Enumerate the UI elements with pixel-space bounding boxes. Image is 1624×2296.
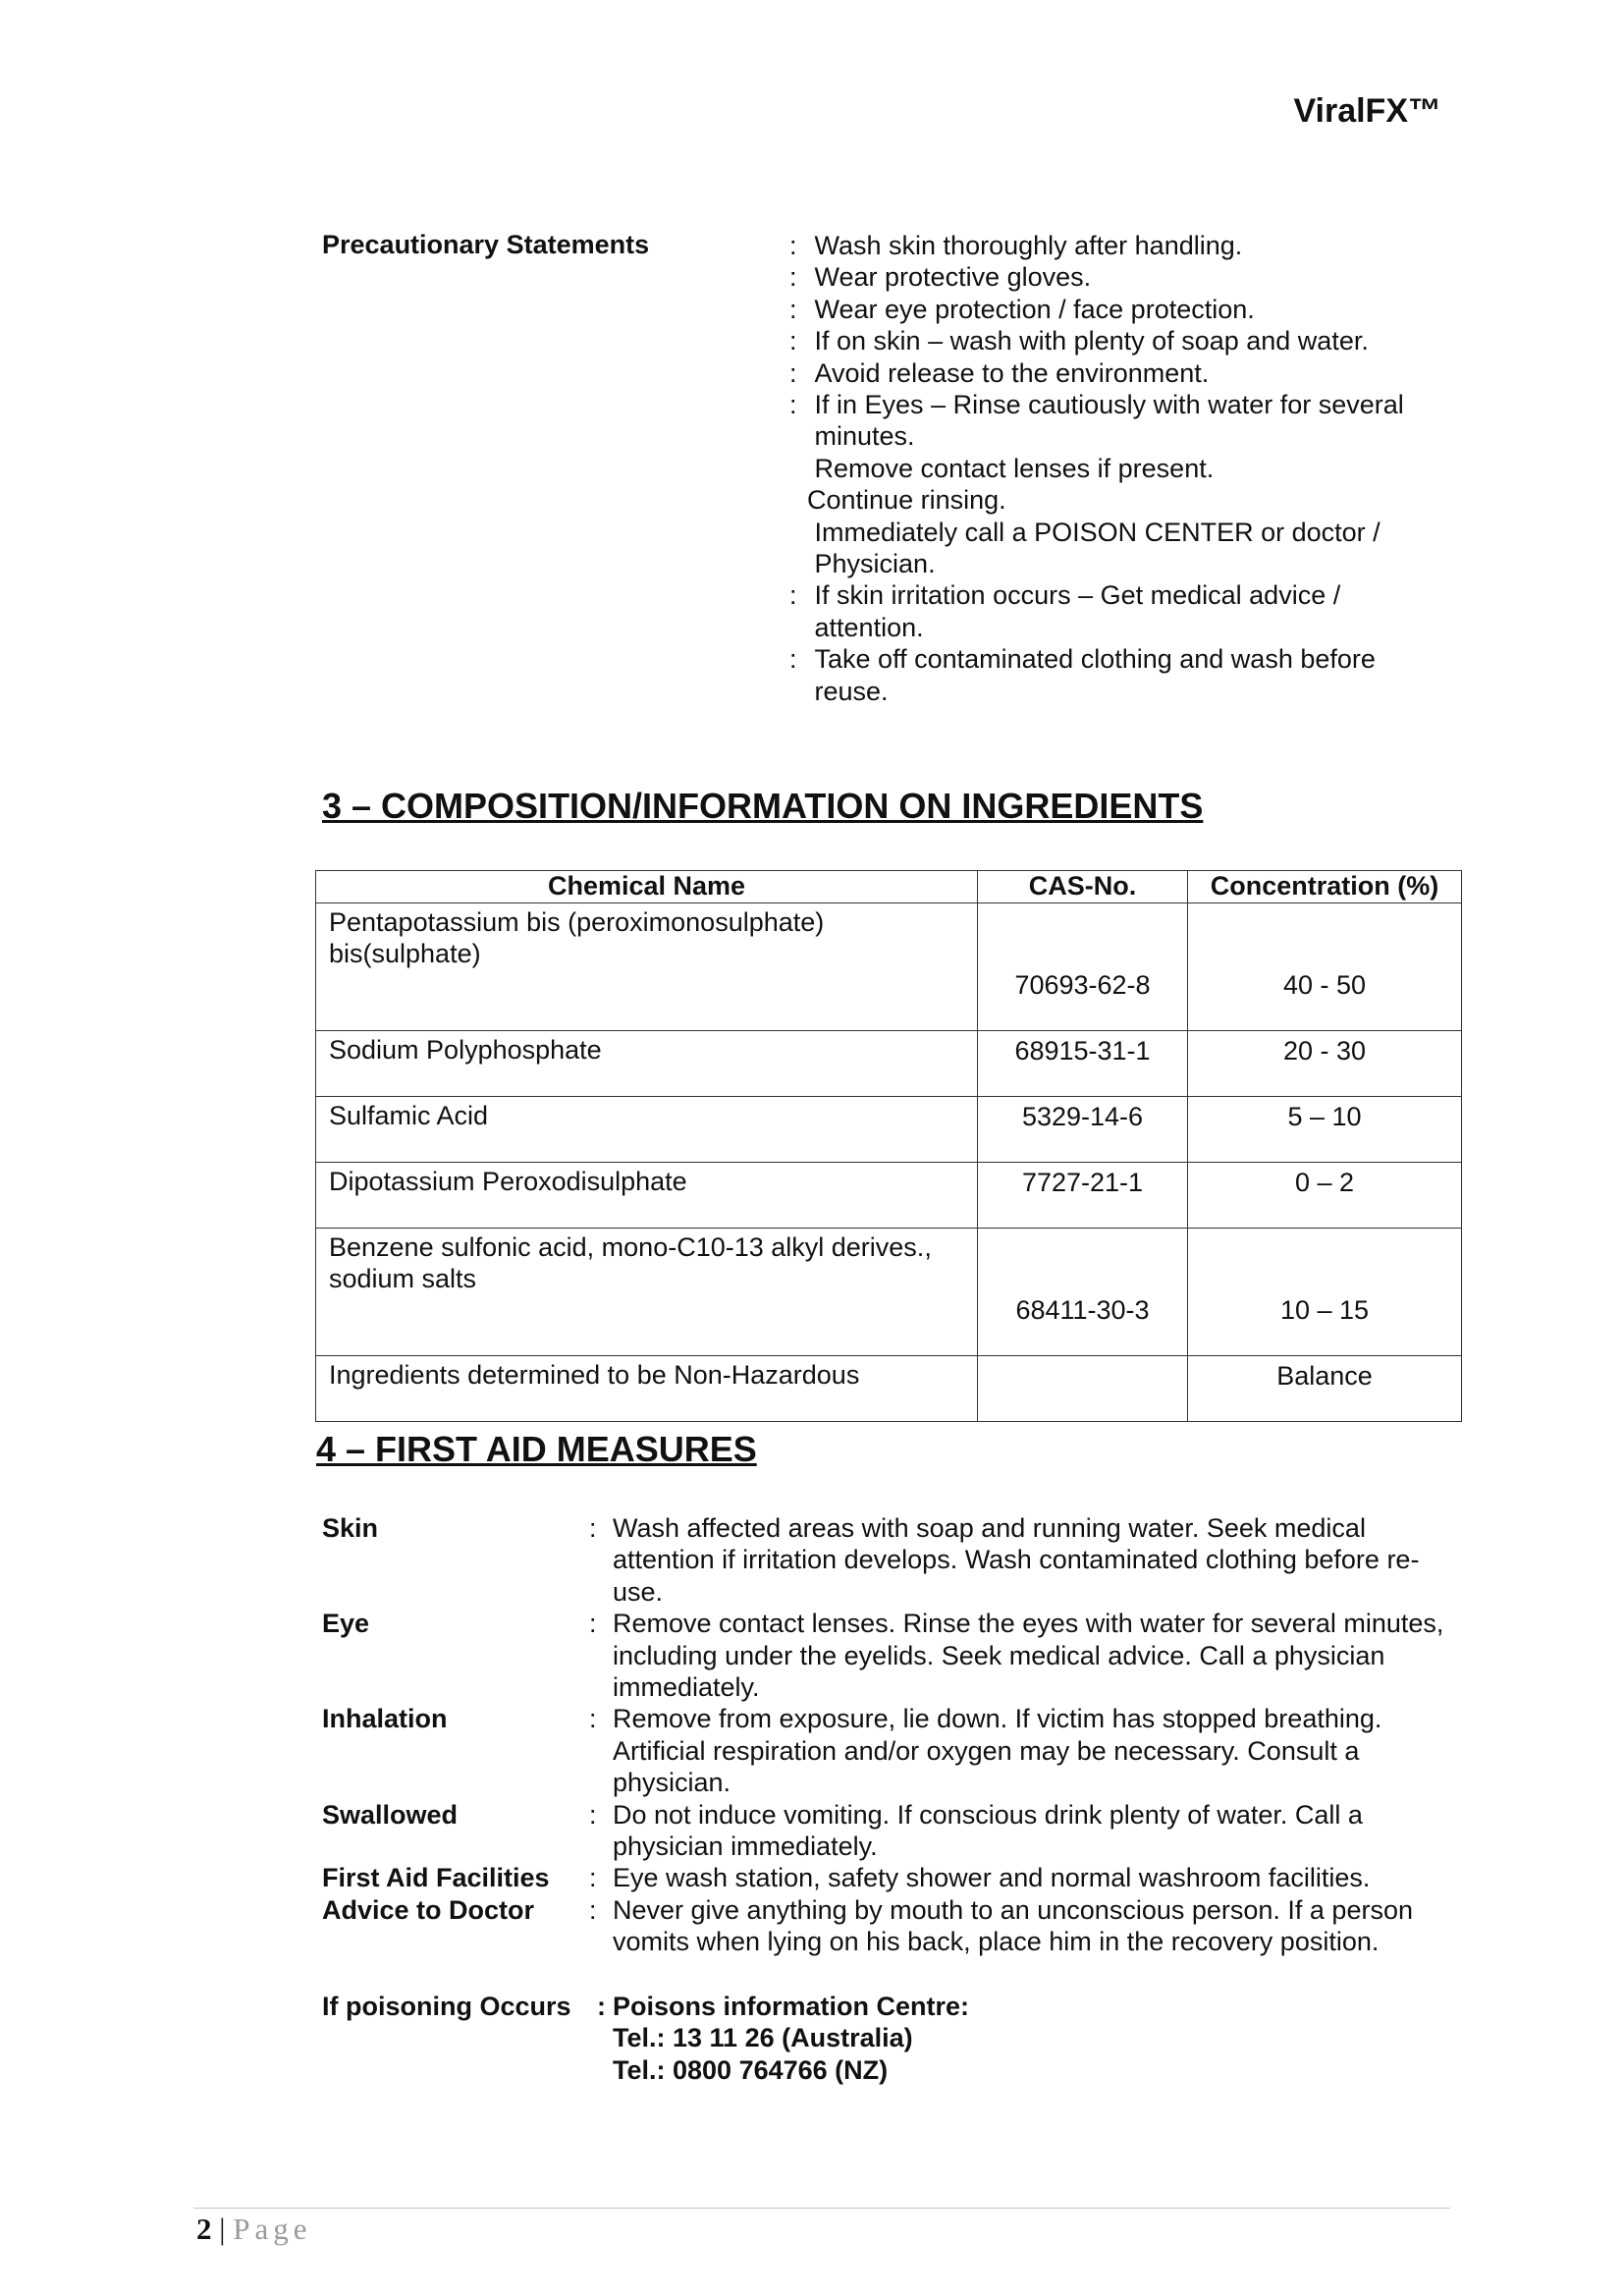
cas-cell: 70693-62-8 xyxy=(978,903,1188,1031)
concentration-cell: 40 - 50 xyxy=(1188,903,1462,1031)
first-aid-text: Eye wash station, safety shower and normal washroom facilities. xyxy=(613,1863,1371,1893)
first-aid-label: Swallowed xyxy=(322,1799,459,1830)
precautionary-label: Precautionary Statements xyxy=(322,230,650,259)
table-row xyxy=(316,1097,1462,1163)
first-aid-text: Wash affected areas with soap and running water. Seek medical attention if irritation develops. Wash contaminated clothing before re-use. xyxy=(613,1513,1420,1607)
column-header-chemical-name: Chemical Name xyxy=(316,871,978,903)
first-aid-colon: : xyxy=(589,1799,597,1830)
cas-cell: 68915-31-1 xyxy=(978,1031,1188,1097)
first-aid-list xyxy=(322,1512,1461,2086)
table-row xyxy=(316,903,1462,1031)
first-aid-item-eye xyxy=(322,1608,1461,1703)
page-footer xyxy=(196,2212,311,2247)
precaution-line: : Wash skin thoroughly after handling. xyxy=(789,231,1243,260)
first-aid-colon: : xyxy=(589,1609,597,1639)
column-header-concentration: Concentration (%) xyxy=(1188,871,1462,903)
section-4-heading: 4 – FIRST AID MEASURES xyxy=(316,1429,757,1469)
table-header-row xyxy=(316,871,1462,903)
precaution-line: : Wear eye protection / face protection. xyxy=(789,294,1255,324)
concentration-cell: Balance xyxy=(1188,1356,1462,1422)
cas-cell xyxy=(978,1356,1188,1422)
first-aid-text: Remove contact lenses. Rinse the eyes with water for several minutes, including under the eyelids. Seek medical advice. Call a physician immediately. xyxy=(613,1609,1444,1703)
first-aid-colon: : xyxy=(589,1704,597,1734)
table-row xyxy=(316,1031,1462,1097)
section-3-heading: 3 – COMPOSITION/INFORMATION ON INGREDIENTS xyxy=(322,786,1204,826)
precaution-line: : If skin irritation occurs – Get medical advice / xyxy=(789,580,1341,611)
concentration-cell: 20 - 30 xyxy=(1188,1031,1462,1097)
precautionary-list xyxy=(789,230,1457,707)
first-aid-item-skin xyxy=(322,1512,1461,1608)
precaution-line: : Avoid release to the environment. xyxy=(789,357,1210,388)
first-aid-label: Skin xyxy=(322,1513,379,1543)
footer-divider xyxy=(193,2208,1450,2209)
chemical-name-cell: Ingredients determined to be Non-Hazardous xyxy=(316,1356,978,1422)
precaution-line: Continue rinsing. xyxy=(807,485,1006,516)
first-aid-item-swallowed xyxy=(322,1799,1461,1863)
table-row xyxy=(316,1229,1462,1356)
precaution-line: : If in Eyes – Rinse cautiously with water for several xyxy=(789,390,1404,420)
first-aid-label: First Aid Facilities xyxy=(322,1863,550,1893)
chemical-name-cell: Sulfamic Acid xyxy=(316,1097,978,1163)
brand-title: ViralFX™ xyxy=(1293,92,1441,130)
poisoning-colon: : xyxy=(597,1991,606,2021)
chemical-name-cell: Sodium Polyphosphate xyxy=(316,1031,978,1097)
concentration-cell: 10 – 15 xyxy=(1188,1229,1462,1356)
poisoning-label: If poisoning Occurs xyxy=(322,1991,571,2021)
precaution-line: Physician. xyxy=(807,549,936,579)
concentration-cell: 5 – 10 xyxy=(1188,1097,1462,1163)
column-header-cas-no: CAS-No. xyxy=(978,871,1188,903)
first-aid-item-facilities xyxy=(322,1862,1461,1893)
precaution-line: attention. xyxy=(807,612,924,642)
composition-table xyxy=(315,870,1462,1422)
chemical-name-cell: Benzene sulfonic acid, mono-C10-13 alkyl derives., sodium salts xyxy=(316,1229,978,1356)
first-aid-label: Inhalation xyxy=(322,1704,448,1734)
precaution-line: : If on skin – wash with plenty of soap and water. xyxy=(789,326,1369,356)
first-aid-item-advice-to-doctor xyxy=(322,1894,1461,1958)
chemical-name-cell: Dipotassium Peroxodisulphate xyxy=(316,1163,978,1229)
first-aid-text: Never give anything by mouth to an unconscious person. If a person vomits when lying on his back, place him in the recovery position. xyxy=(613,1894,1413,1957)
poisoning-block xyxy=(322,1991,1461,2086)
page-number: 2 xyxy=(196,2212,212,2246)
chemical-name-cell: Pentapotassium bis (peroximonosulphate) bis(sulphate) xyxy=(316,903,978,1031)
precaution-line: Immediately call a POISON CENTER or doctor / xyxy=(807,517,1380,547)
precaution-line: reuse. xyxy=(807,676,889,706)
phone-nz: Tel.: 0800 764766 (NZ) xyxy=(613,2054,889,2085)
cas-cell: 5329-14-6 xyxy=(978,1097,1188,1163)
precaution-line: minutes. xyxy=(807,421,915,452)
first-aid-item-inhalation xyxy=(322,1703,1461,1798)
table-row xyxy=(316,1356,1462,1422)
first-aid-text: Do not induce vomiting. If conscious drink plenty of water. Call a physician immediately. xyxy=(613,1799,1363,1862)
poisons-centre-title: Poisons information Centre: xyxy=(613,1991,970,2021)
table-row xyxy=(316,1163,1462,1229)
precaution-line: : Take off contaminated clothing and wash before xyxy=(789,644,1376,675)
first-aid-text: Remove from exposure, lie down. If victim has stopped breathing. Artificial respiration and/or oxygen may be necessary. Consult a physician. xyxy=(613,1704,1382,1798)
concentration-cell: 0 – 2 xyxy=(1188,1163,1462,1229)
first-aid-label: Advice to Doctor xyxy=(322,1894,535,1925)
precaution-line: Remove contact lenses if present. xyxy=(807,453,1215,483)
cas-cell: 7727-21-1 xyxy=(978,1163,1188,1229)
precaution-line: : Wear protective gloves. xyxy=(789,262,1092,293)
page-word: Page xyxy=(233,2212,312,2246)
first-aid-colon: : xyxy=(589,1894,597,1925)
cas-cell: 68411-30-3 xyxy=(978,1229,1188,1356)
first-aid-colon: : xyxy=(589,1513,597,1543)
footer-separator: | xyxy=(219,2212,226,2246)
first-aid-label: Eye xyxy=(322,1609,370,1639)
phone-australia: Tel.: 13 11 26 (Australia) xyxy=(613,2023,913,2053)
first-aid-colon: : xyxy=(589,1863,597,1893)
